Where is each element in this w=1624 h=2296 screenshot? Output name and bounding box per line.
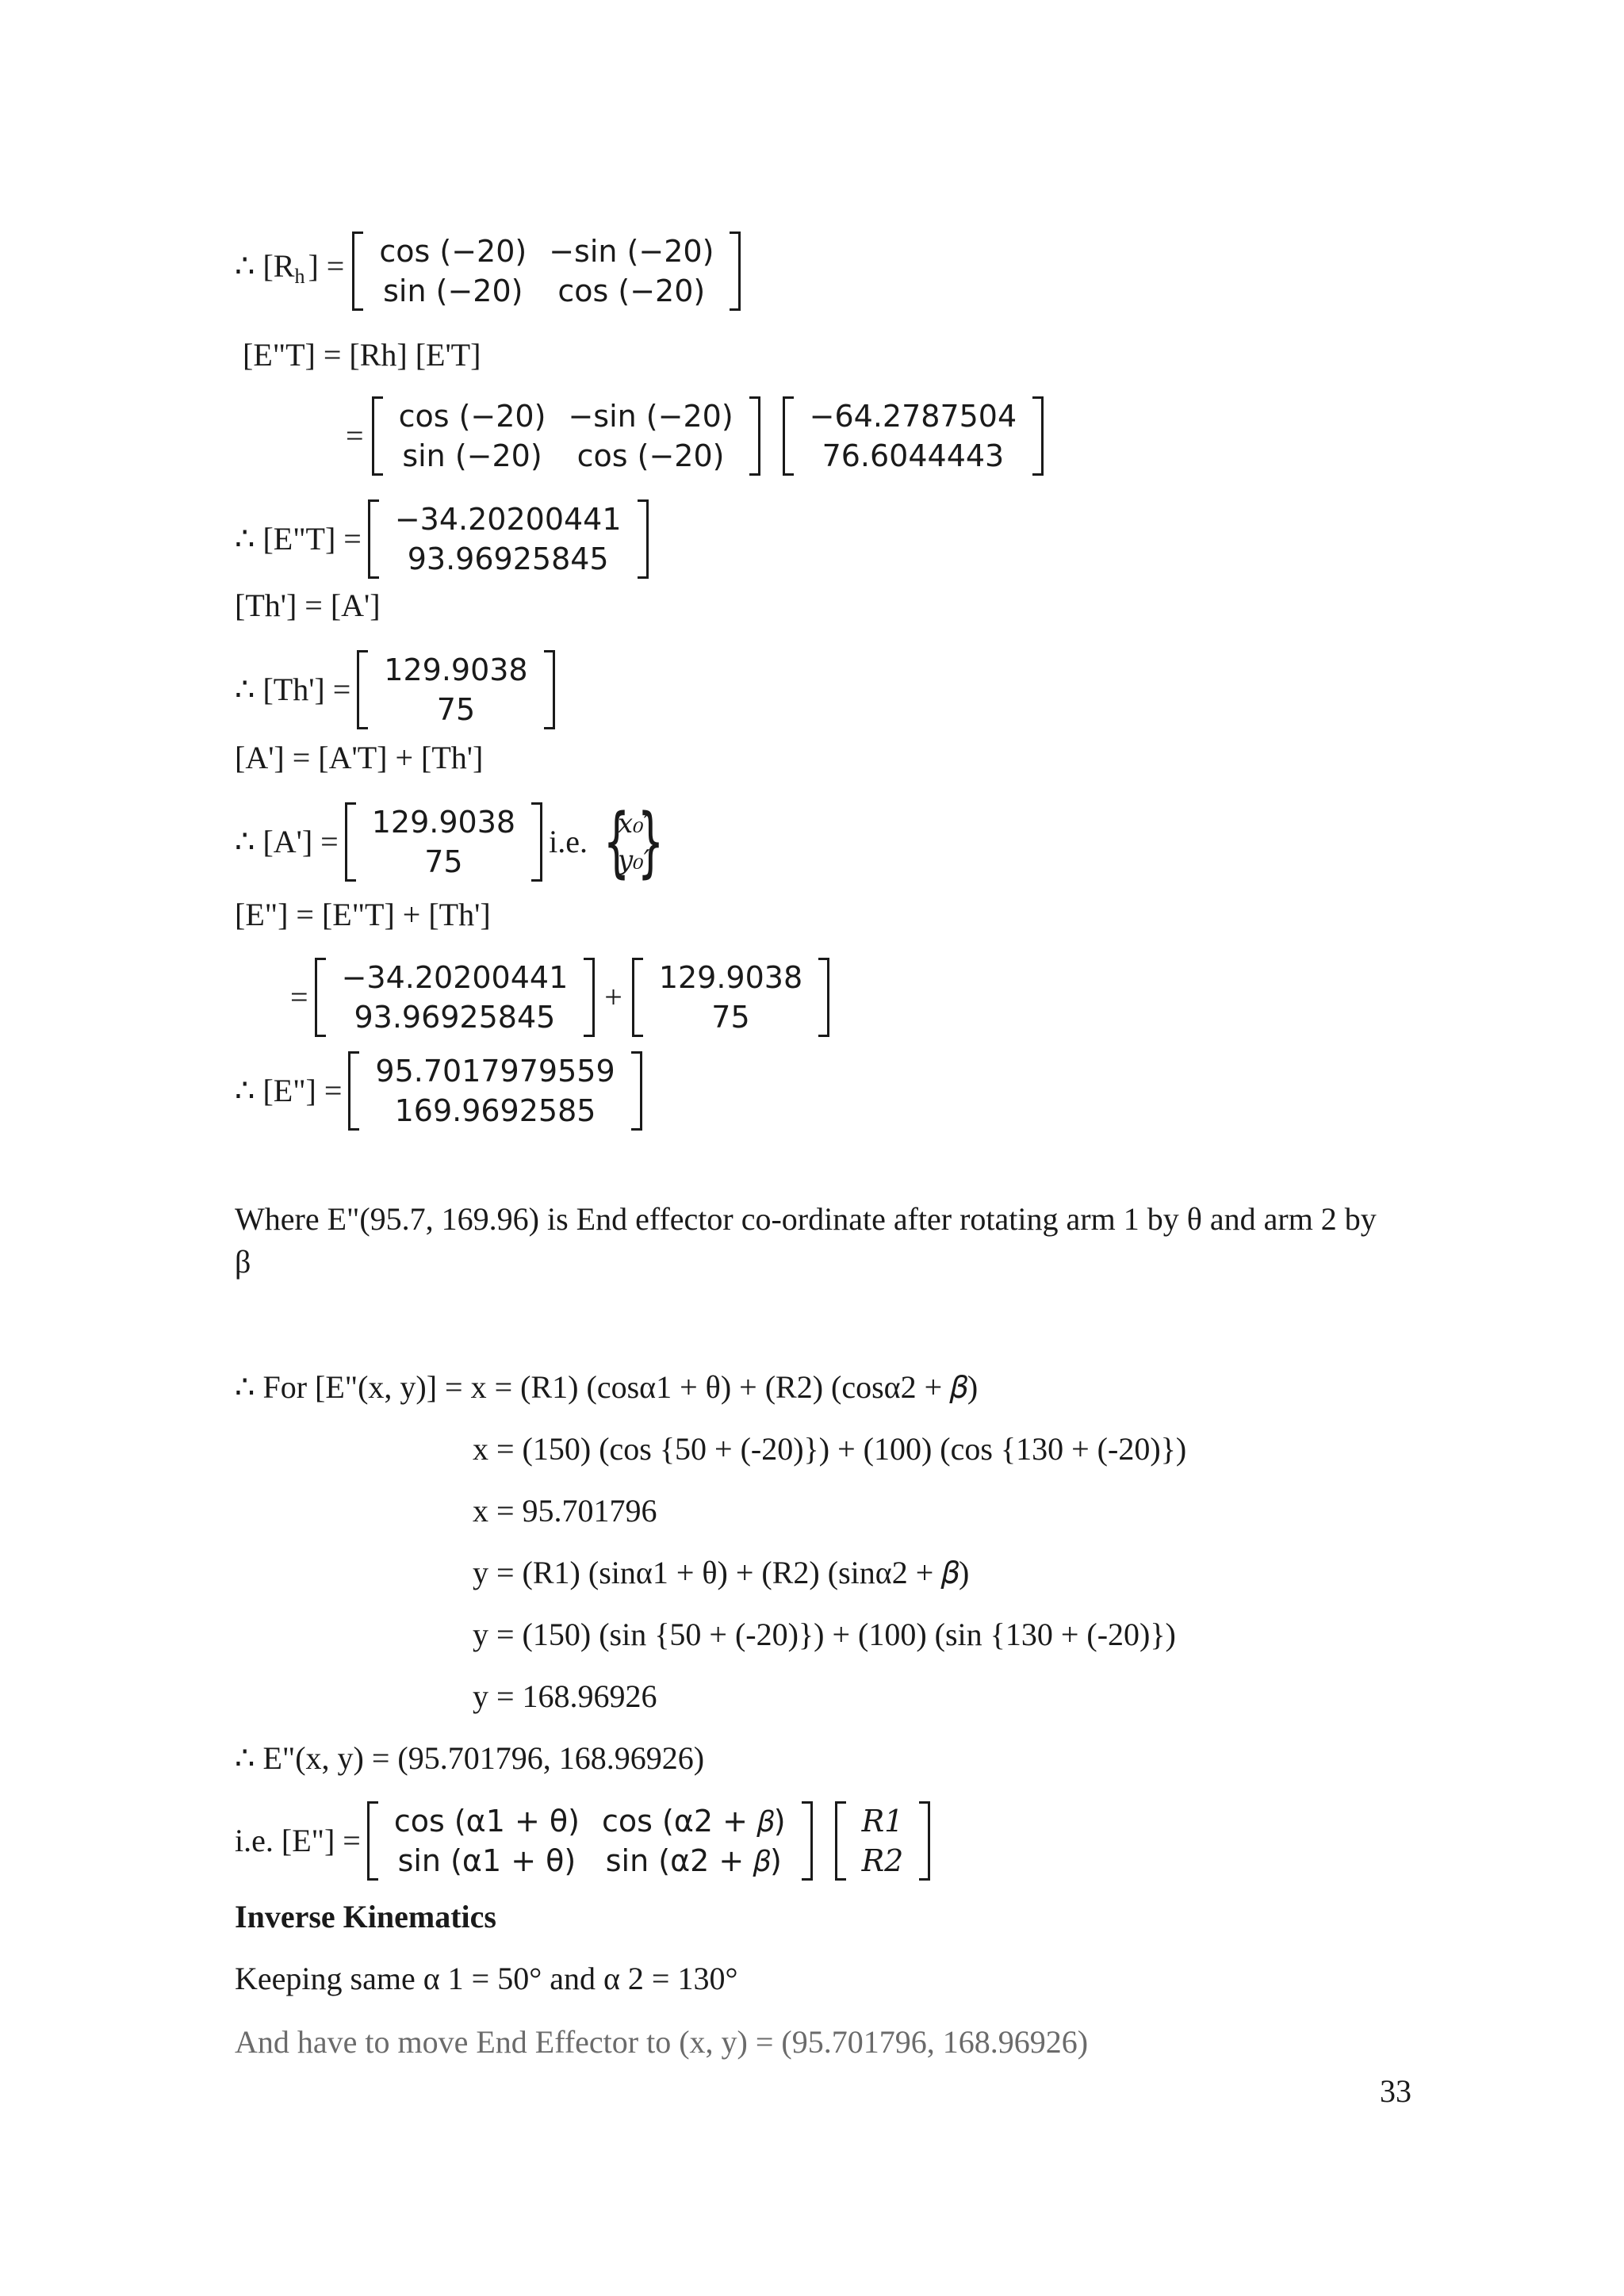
x-substitution: x = (150) (cos {50 + (-20)}) + (100) (cos {130 + (-20)}) xyxy=(473,1431,1187,1467)
where-line-2: β xyxy=(235,1244,251,1280)
a-result-label: ∴ [A'] = xyxy=(235,824,339,859)
e-sum xyxy=(290,956,836,1039)
vector-cell: 129.9038 xyxy=(371,805,516,840)
e-definition: [E"] = [E"T] + [Th'] xyxy=(235,897,491,932)
matrix-cell: −sin (−20) xyxy=(568,399,733,434)
matrix-cell: cos (α1 + θ) xyxy=(393,1804,580,1839)
section-heading: Inverse Kinematics xyxy=(235,1899,496,1934)
vector-cell: −34.20200441 xyxy=(394,502,622,537)
et-multiplication xyxy=(346,395,1050,477)
a-result xyxy=(235,801,665,883)
matrix-cell: sin (α1 + θ) xyxy=(397,1843,576,1878)
matrix-cell: cos (α2 + 𝛽) xyxy=(601,1804,786,1839)
a-definition: [A'] = [A'T] + [Th'] xyxy=(235,740,484,775)
matrix-cell: sin (−20) xyxy=(402,438,542,473)
angle-matrix xyxy=(366,1800,814,1882)
rh-equation xyxy=(235,230,747,312)
move-line: And have to move End Effector to (x, y) = (95.701796, 168.96926) xyxy=(235,2024,1089,2060)
matrix-cell: cos (−20) xyxy=(557,274,706,308)
equals-sign: = xyxy=(346,418,364,453)
vector-cell: R1 xyxy=(861,1804,904,1839)
radius-vector xyxy=(833,1800,933,1882)
brace-cell: { x₀′ xyxy=(617,808,650,840)
rh-label: ∴ [$R_h$ ] = xyxy=(235,247,345,288)
vector-cell: 129.9038 xyxy=(658,960,803,995)
vector-cell: 75 xyxy=(424,844,463,879)
rotation-matrix xyxy=(370,395,762,477)
matrix-cell: cos (−20) xyxy=(398,399,546,434)
et-vector xyxy=(313,956,597,1039)
a-vector xyxy=(343,801,544,883)
et-definition: [E"T] = [Rh] [E'T] xyxy=(243,337,481,373)
exy-result: ∴ E"(x, y) = (95.701796, 168.96926) xyxy=(235,1740,705,1776)
et-result-label: ∴ [E"T] = xyxy=(235,521,362,557)
vector-cell: 75 xyxy=(436,692,476,727)
matrix-cell: cos (−20) xyxy=(576,438,725,473)
vector-cell: 93.96925845 xyxy=(407,541,609,576)
th-definition: [Th'] = [A'] xyxy=(235,587,381,623)
matrix-cell: cos (−20) xyxy=(379,234,527,269)
vector-cell: 93.96925845 xyxy=(354,1000,556,1035)
vector-cell: 129.9038 xyxy=(384,652,528,687)
y-equation: y = (R1) (sinα1 + θ) + (R2) (sinα2 + 𝛽) xyxy=(473,1555,970,1590)
rotation-matrix xyxy=(350,230,742,312)
y-substitution: y = (150) (sin {50 + (-20)}) + (100) (sin {130 + (-20)}) xyxy=(473,1617,1176,1652)
brace-cell: y₀′ xyxy=(617,844,650,876)
th-vector xyxy=(630,956,831,1039)
matrix-cell: sin (α2 + 𝛽) xyxy=(605,1843,782,1878)
y-value: y = 168.96926 xyxy=(473,1678,657,1714)
e-result xyxy=(235,1050,649,1132)
equals-sign: = xyxy=(290,979,308,1015)
for-equation: ∴ For [E"(x, y)] = x = (R1) (cosα1 + θ) + (R2) (cosα2 + 𝛽) xyxy=(235,1369,979,1405)
vector-cell: R2 xyxy=(861,1843,904,1878)
vector-cell: 76.6044443 xyxy=(822,438,1005,473)
th-result xyxy=(235,649,561,731)
et-result xyxy=(235,498,655,580)
keeping-line: Keeping same α 1 = 50° and α 2 = 130° xyxy=(235,1961,738,1996)
ie-label: i.e. [E"] = xyxy=(235,1823,361,1858)
vector-cell: 75 xyxy=(711,1000,750,1035)
th-result-label: ∴ [Th'] = xyxy=(235,672,351,707)
vector-cell: 169.9692585 xyxy=(394,1093,596,1128)
e-vector xyxy=(347,1050,643,1132)
x-value: x = 95.701796 xyxy=(473,1493,657,1529)
et-prime-vector xyxy=(781,395,1046,477)
e-result-label: ∴ [E"] = xyxy=(235,1073,343,1108)
page-number: 33 xyxy=(1380,2073,1411,2109)
coordinate-brace xyxy=(603,806,665,878)
vector-cell: 95.7017979559 xyxy=(375,1054,615,1089)
plus-sign: + xyxy=(604,979,622,1015)
ie-matrix-form xyxy=(235,1800,936,1882)
vector-cell: −34.20200441 xyxy=(341,960,569,995)
vector-cell: −64.2787504 xyxy=(809,399,1017,434)
et-vector xyxy=(366,498,650,580)
th-vector xyxy=(355,649,556,731)
matrix-cell: −sin (−20) xyxy=(549,234,714,269)
where-line-1: Where E"(95.7, 169.96) is End effector co-ordinate after rotating arm 1 by θ and arm 2 by xyxy=(235,1201,1377,1237)
matrix-cell: sin (−20) xyxy=(383,274,523,308)
ie-text: i.e. xyxy=(549,824,588,859)
